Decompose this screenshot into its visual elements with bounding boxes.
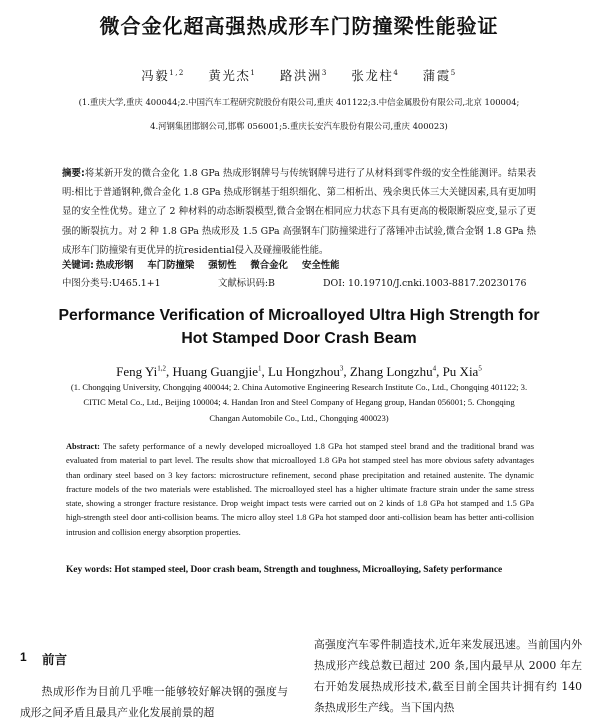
author-name: Lu Hongzhou: [268, 364, 340, 379]
english-keywords: Key words: Hot stamped steel, Door crash beam, Strength and toughness, Microalloying, Safety performance: [66, 565, 503, 575]
clc-number: 中图分类号:U465.1+1: [62, 278, 161, 289]
author-affiliation-mark: 5: [450, 68, 457, 77]
english-abstract-text: The safety performance of a newly developed microalloyed 1.8 GPa hot stamped steel brand and the traditional brand was evaluated from material to part level. The results show that microalloyed 1.8 GPa hot stamped steel has more obvious safety advantages than ordinary steel based on 3 key factors: microstructure refinement, second phase precipitation and retained austenite. The dynamic fracture models of the two materials were established. The microalloyed steel has a higher ultimate fracture strain under the same stress state, showing a stronger fracture resistance. Drop weight impact tests were carried out on 2 kinds of 1.8 GPa hot stamped and 1.5 GPa high-strength steel door anti-collision beams. The micro alloy steel 1.8 GPa hot stamped door anti-collision beam has better anti-collision intrusion and collision energy absorption properties.: [66, 442, 534, 537]
english-abstract: [66, 440, 534, 540]
author-affiliation-mark: 1,2: [157, 364, 166, 373]
author-name: 蒲霞: [422, 68, 451, 83]
chinese-abstract-text: 将某新开发的微合金化 1.8 GPa 热成形钢牌号与传统钢牌号进行了从材料到零件级的安全性能测评。结果表明:相比于普通钢种,微合金化 1.8 GPa 热成形钢基于组织细化、第二相析出、残余奥氏体三大关键因素,具有更加明显的安全性优势。建立了 2 种材料的动态断裂模型,微合金钢在相同应力状态下具有更高的极限断裂应变,显示了更强的断裂抗力。对 2 种 1.8 GPa 热成形及 1.5 GPa 高强钢车门防撞梁进行了落锤冲击试验,微合金钢 1.8 GPa 热成形车门防撞梁有更优异的抗residential侵入及碰撞吸能性能。: [62, 168, 536, 256]
author-affiliation-mark: 1: [258, 364, 262, 373]
author-affiliation-mark: 1: [250, 68, 257, 77]
body-paragraph-right: 高强度汽车零件制造技术,近年来发展迅速。当前国内外热成形产线总数已超过 200 条,国内最早从 2000 年左右开始发展热成形技术,截至目前全国共计拥有约 140 条热成形生产线。当下国内热: [314, 638, 582, 714]
author-name: 黄光杰: [208, 68, 251, 83]
author-affiliation-mark: 5: [478, 364, 482, 373]
author-affiliation-mark: 1,2: [169, 68, 185, 77]
english-affiliations-line-3: Changan Automobile Co., Ltd., Chongqing 400023): [209, 413, 389, 423]
body-paragraph-left: 热成形作为目前几乎唯一能够较好解决钢的强度与成形之间矛盾且最具产业化发展前景的超: [20, 685, 288, 719]
keyword: 微合金化: [250, 260, 288, 271]
english-title-line-2: Hot Stamped Door Crash Beam: [181, 330, 417, 347]
english-title-line-1: Performance Verification of Microalloyed Ultra High Strength for: [58, 307, 540, 324]
document-code: 文献标识码:B: [218, 278, 275, 289]
author-name: Feng Yi: [116, 364, 158, 379]
english-affiliations-line-1: (1. Chongqing University, Chongqing 400044; 2. China Automotive Engineering Research Institute Co., Ltd., Chongqing 401122; 3.: [70, 382, 528, 392]
section-title: 前言: [42, 652, 68, 667]
classification-line: [62, 275, 536, 289]
author-affiliation-mark: 3: [321, 68, 328, 77]
keyword: 强韧性: [208, 260, 237, 271]
english-authors: Feng Yi$^{1,2}$, Huang Guangjie$^1$, Lu Hongzhou$^3$, Zhang Longzhu$^4$, Pu Xia$^5$: [116, 364, 482, 379]
author-name: 张龙柱: [351, 68, 394, 83]
author-name: Pu Xia: [442, 364, 479, 379]
section-number: 1: [20, 650, 27, 664]
chinese-affiliations-line-2: 4.河钢集团邯钢公司,邯郸 056001;5.重庆长安汽车股份有限公司,重庆 400023): [150, 121, 448, 131]
author-name: 路洪洲: [279, 68, 322, 83]
english-abstract-label: Abstract:: [66, 442, 100, 451]
chinese-authors: [0, 66, 598, 84]
chinese-abstract-label: 摘要:: [62, 168, 85, 179]
author-name: Zhang Longzhu: [349, 364, 433, 379]
english-title: [0, 304, 598, 350]
keyword: 安全性能: [301, 260, 340, 271]
keyword: 车门防撞梁: [147, 260, 195, 271]
keyword: 热成形钢: [95, 260, 134, 271]
author-affiliation-mark: 4: [432, 364, 437, 373]
doi: DOI: 10.19710/J.cnki.1003-8817.20230176: [323, 278, 527, 289]
chinese-affiliations-line-1: (1.重庆大学,重庆 400044;2.中国汽车工程研究院股份有限公司,重庆 401122;3.中信金属股份有限公司,北京 100004;: [78, 97, 520, 107]
chinese-abstract: [62, 164, 536, 260]
chinese-title: 微合金化超高强热成形车门防撞梁性能验证: [99, 14, 499, 38]
author-name: Huang Guangjie: [172, 364, 259, 379]
author-affiliation-mark: 4: [393, 68, 400, 77]
author-affiliation-mark: 3: [339, 364, 344, 373]
chinese-keywords-label: 关键词:: [62, 260, 94, 271]
author-name: 冯毅: [141, 68, 170, 83]
english-affiliations-line-2: CITIC Metal Co., Ltd., Beijing 100004; 4. Handan Iron and Steel Company of Hegang group, Handan 056001; 5. Chongqing: [83, 397, 515, 407]
chinese-keywords: [62, 257, 339, 271]
